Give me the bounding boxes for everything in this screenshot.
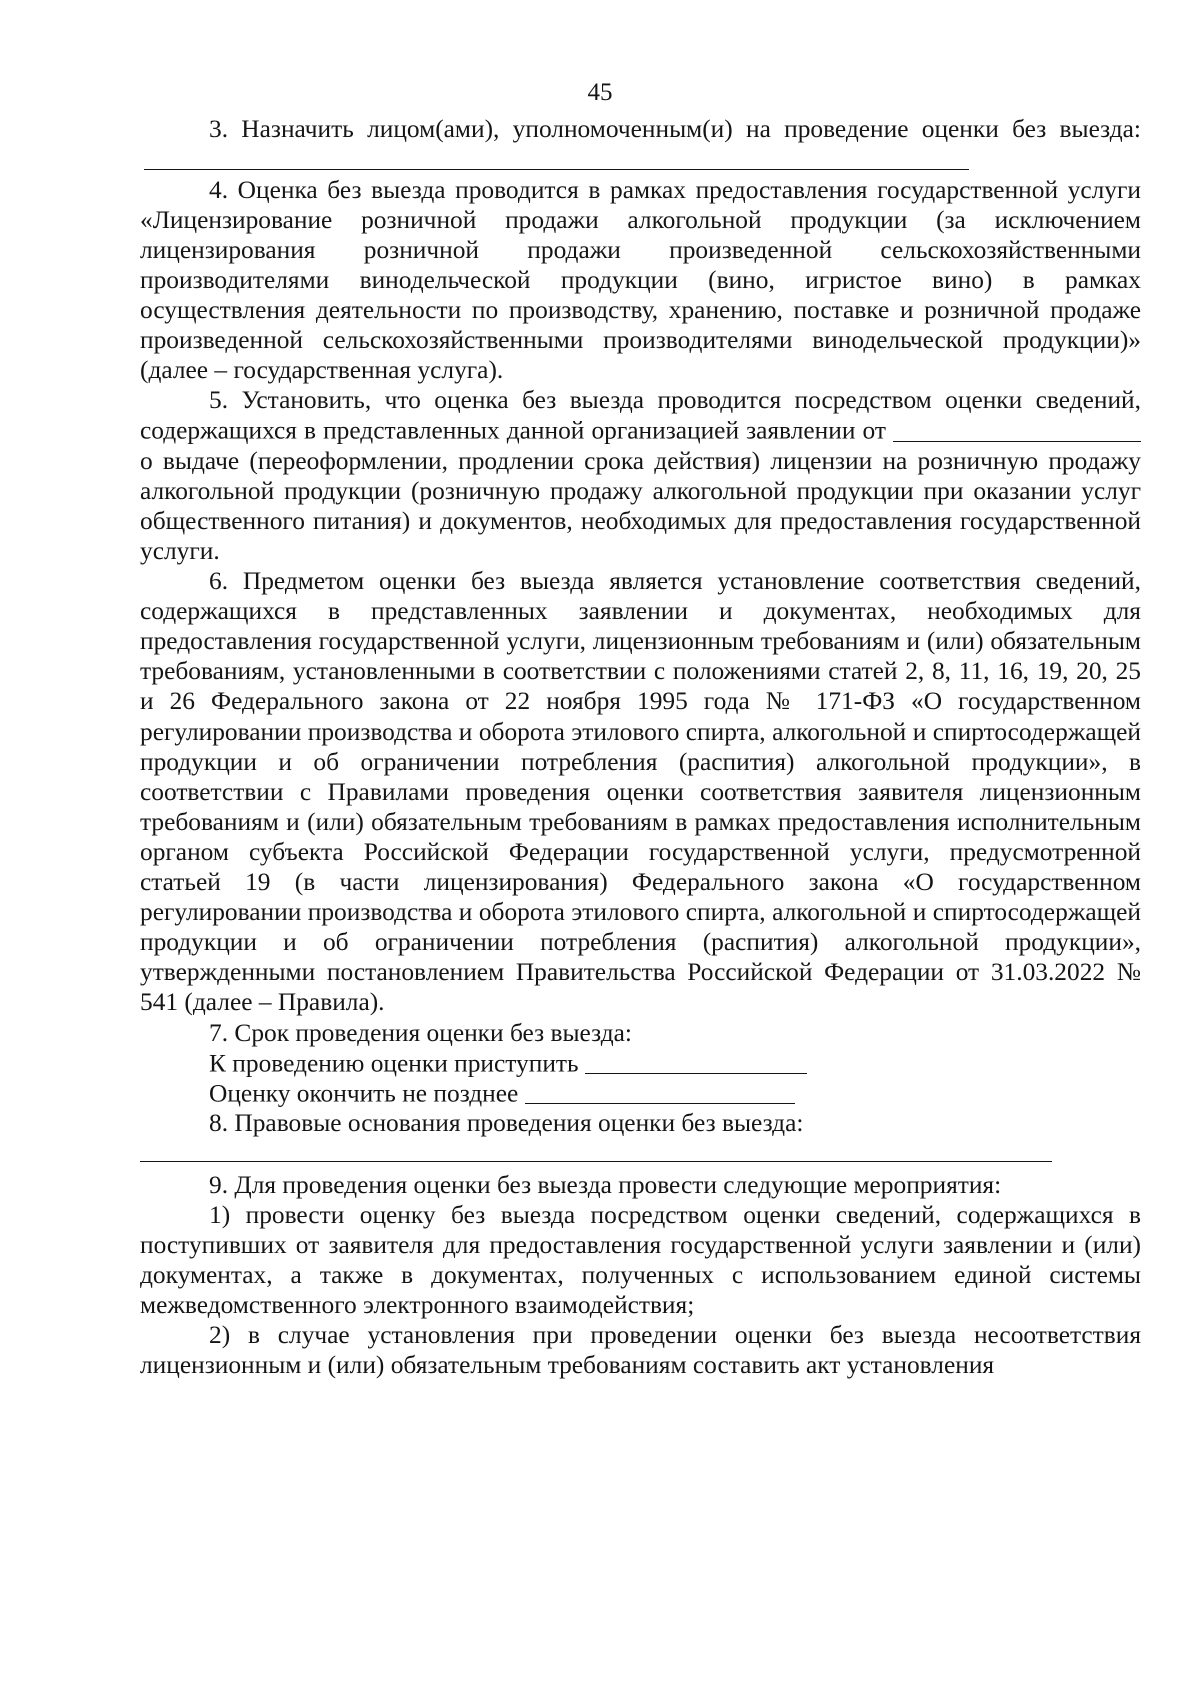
paragraph-9-item-1: 1) провести оценку без выезда посредством оценки сведений, содержащихся в поступивших от заявителя для предоставления государственной услуги заявлении и (или) документах, а также в документах, полученных с использованием единой системы межведомственного электронного взаимодействия; (140, 1200, 1141, 1319)
legal-basis-spacer (140, 1139, 1141, 1169)
assessment-start-blank-line (585, 1048, 807, 1074)
paragraph-3 (140, 114, 1141, 175)
paragraph-7: 7. Срок проведения оценки без выезда: (209, 1018, 632, 1047)
assignee-blank-line (144, 144, 969, 170)
assessment-end-label: Оценку окончить не позднее (209, 1079, 519, 1108)
paragraph-4: 4. Оценка без выезда проводится в рамках предоставления государственной услуги «Лицензирование розничной продажи алкогольной продукции (за исключением лицензирования розничной продажи произведенной сельскохозяйственными производителями винодельческой продукции (вино, игристое вино) в рамках осуществления деятельности по производству, хранению, поставке и розничной продаже произведенной сельскохозяйственными производителями винодельческой продукции)» (далее – государственная услуга). (140, 175, 1141, 385)
paragraph-3-text: 3. Назначить лицом(ами), уполномоченным(и) на проведение оценки без выезда: (209, 115, 1141, 143)
assessment-start-line (140, 1048, 1141, 1078)
paragraph-6: 6. Предметом оценки без выезда является установление соответствия сведений, содержащихся в представленных заявлении и документах, необходимых для предоставления государственной услуги, лицензионным требованиям и (или) обязательным требованиям, установленными в соответствии с положениями статей 2, 8, 11, 16, 19, 20, 25 и 26 Федерального закона от 22 ноября 1995 года № 171-ФЗ «О государственном регулировании производства и оборота этилового спирта, алкогольной и спиртосодержащей продукции и об ограничении потребления (распития) алкогольной продукции», в соответствии с Правилами проведения оценки соответствия заявителя лицензионным требованиям и (или) обязательным требованиям в рамках предоставления исполнительным органом субъекта Российской Федерации государственной услуги, предусмотренной статьей 19 (в части лицензирования) Федерального закона «О государственном регулировании производства и оборота этилового спирта, алкогольной и спиртосодержащей продукции и об ограничении потребления (распития) алкогольной продукции», утвержденными постановлением Правительства Российской Федерации от 31.03.2022 № 541 (далее – Правила). (140, 567, 1141, 1017)
paragraph-5-text-after: о выдаче (переоформлении, продлении срока действия) лицензии на розничную продажу алкогольной продукции (розничную продажу алкогольной продукции при оказании услуг общественного питания) и документов, необходимых для предоставления государственной услуги. (140, 446, 1141, 565)
paragraph-5-text-before: 5. Установить, что оценка без выезда проводится посредством оценки сведений, содержащихся в представленных данной организацией заявлении от (140, 386, 1141, 445)
page-number: 45 (587, 79, 613, 106)
paragraph-8: 8. Правовые основания проведения оценки без выезда: (209, 1109, 804, 1138)
assessment-end-line (140, 1078, 1141, 1108)
assessment-end-blank-line (525, 1078, 795, 1104)
paragraph-9: 9. Для проведения оценки без выезда провести следующие мероприятия: (209, 1170, 1002, 1199)
paragraph-5 (140, 385, 1141, 566)
assessment-start-label: К проведению оценки приступить (209, 1048, 579, 1077)
legal-basis-blank-line (140, 1161, 1052, 1162)
application-date-blank-line (893, 415, 1141, 441)
document-body (140, 114, 1141, 1380)
paragraph-9-item-2: 2) в случае установления при проведении оценки без выезда несоответствия лицензионным и (или) обязательным требованиям составить акт установления (140, 1321, 1141, 1380)
